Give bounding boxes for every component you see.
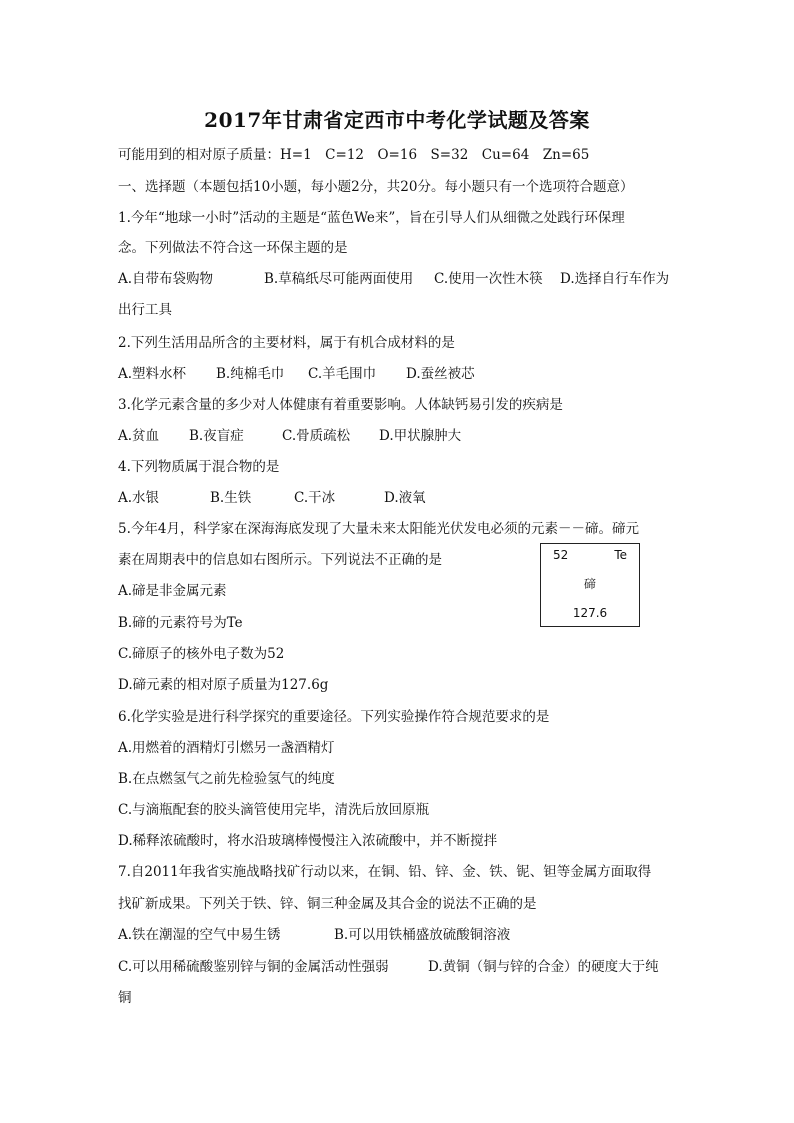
q1-stem-line1: 1.今年“地球一小时”活动的主题是“蓝色We来”，旨在引导人们从细微之处践行环保理 (118, 210, 625, 226)
q5-option-a: A.碲是非金属元素 (118, 583, 227, 599)
q5-option-d: D.碲元素的相对原子质量为127.6g (118, 677, 329, 693)
q7-stem-line2: 找矿新成果。下列关于铁、锌、铜三种金属及其合金的说法不正确的是 (118, 896, 537, 912)
q6-option-d: D.稀释浓硫酸时，将水沿玻璃棒慢慢注入浓硫酸中，并不断搅拌 (118, 833, 498, 849)
q1-option-b: B.草稿纸尽可能两面使用 (264, 271, 414, 287)
q1-option-c: C.使用一次性木筷 (434, 271, 543, 287)
q5-stem-line1: 5.今年4月，科学家在深海海底发现了大量未来太阳能光伏发电必须的元素－－碲。碲元 (118, 521, 639, 537)
q7-stem-line1: 7.自2011年我省实施战略找矿行动以来，在铜、铅、锌、金、铁、铌、钽等金属方面取得 (118, 864, 652, 880)
q2-option-c: C.羊毛围巾 (308, 366, 377, 382)
q7-options-row1 (118, 926, 510, 944)
q5-option-b: B.碲的元素符号为Te (118, 615, 243, 631)
section-heading: 一、选择题（本题包括10小题，每小题2分，共20分。每小题只有一个选项符合题意） (118, 179, 634, 195)
element-name: 碲 (583, 577, 596, 591)
q7-option-a: A.铁在潮湿的空气中易生锈 (118, 927, 281, 943)
q6-stem: 6.化学实验是进行科学探究的重要途径。下列实验操作符合规范要求的是 (118, 709, 550, 725)
q1-stem-line2: 念。下列做法不符合这一环保主题的是 (118, 240, 348, 256)
q2-option-d: D.蚕丝被芯 (406, 366, 475, 382)
q4-option-c: C.干冰 (294, 490, 336, 506)
q2-option-b: B.纯棉毛巾 (216, 366, 285, 382)
element-symbol: Te (614, 548, 627, 562)
q6-option-c: C.与滴瓶配套的胶头滴管使用完毕，清洗后放回原瓶 (118, 802, 430, 818)
q4-option-a: A.水银 (118, 490, 160, 506)
q2-stem: 2.下列生活用品所含的主要材料，属于有机合成材料的是 (118, 335, 455, 351)
q2-option-a: A.塑料水杯 (118, 366, 187, 382)
q4-option-b: B.生铁 (210, 490, 252, 506)
q1-option-d-cont: 出行工具 (118, 302, 172, 318)
q7-option-c: C.可以用稀硫酸鉴别锌与铜的金属活动性强弱 (118, 959, 389, 975)
q1-option-d: D.选择自行车作为 (560, 271, 670, 287)
q3-option-a: A.贫血 (118, 428, 160, 444)
q4-stem: 4.下列物质属于混合物的是 (118, 459, 280, 475)
q7-options-row2 (118, 958, 659, 976)
q5-stem-line2: 素在周期表中的信息如右图所示。下列说法不正确的是 (118, 552, 442, 568)
q4-option-d: D.液氧 (384, 490, 426, 506)
atomic-mass-line: 可能用到的相对原子质量：H=1 C=12 O=16 S=32 Cu=64 Zn=65 (118, 147, 590, 163)
periodic-table-cell (540, 543, 640, 627)
q3-option-c: C.骨质疏松 (282, 428, 351, 444)
q3-option-b: B.夜盲症 (189, 428, 244, 444)
q3-stem: 3.化学元素含量的多少对人体健康有着重要影响。人体缺钙易引发的疾病是 (118, 397, 563, 413)
q7-option-d: D.黄铜（铜与锌的合金）的硬度大于纯 (428, 959, 659, 975)
document-title: 2017年甘肃省定西市中考化学试题及答案 (204, 108, 590, 132)
q7-option-b: B.可以用铁桶盛放硫酸铜溶液 (334, 927, 511, 943)
q1-option-a: A.自带布袋购物 (118, 271, 214, 287)
q2-options (118, 365, 475, 383)
element-atomic-number: 52 (553, 548, 569, 562)
element-atomic-mass: 127.6 (572, 606, 608, 620)
q4-options (118, 489, 426, 507)
q6-option-a: A.用燃着的酒精灯引燃另一盏酒精灯 (118, 740, 335, 756)
q5-option-c: C.碲原子的核外电子数为52 (118, 646, 285, 662)
q7-option-d-cont: 铜 (118, 990, 132, 1006)
q1-options (118, 270, 669, 288)
q3-options (118, 427, 461, 445)
q6-option-b: B.在点燃氢气之前先检验氢气的纯度 (118, 771, 335, 787)
q3-option-d: D.甲状腺肿大 (379, 428, 462, 444)
